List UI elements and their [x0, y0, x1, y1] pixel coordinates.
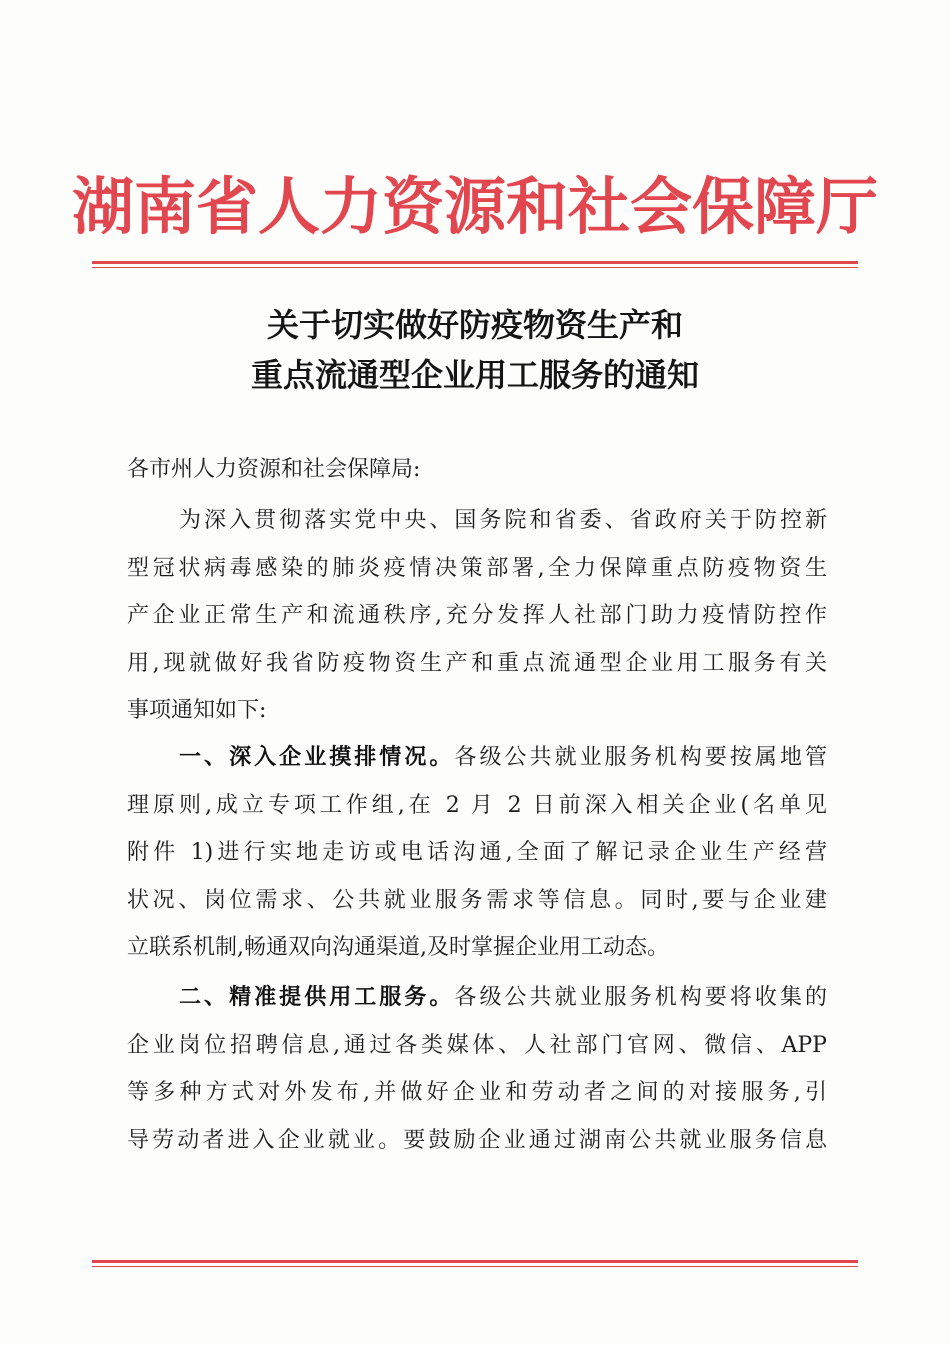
- paragraph-line: 企业岗位招聘信息,通过各类媒体、人社部门官网、微信、APP: [127, 1032, 827, 1058]
- section-heading: 一、深入企业摸排情况。: [179, 745, 455, 770]
- paragraph-line: 附件 1)进行实地走访或电话沟通,全面了解记录企业生产经营: [127, 840, 827, 865]
- paragraph-line: 等多种方式对外发布,并做好企业和劳动者之间的对接服务,引: [127, 1080, 827, 1105]
- footer-red-rule: [92, 1260, 858, 1263]
- paragraph-first-line: [127, 974, 827, 1022]
- paragraph-intro: [127, 497, 827, 735]
- header-red-rule-thin: [92, 267, 858, 268]
- paragraph-line: 产企业正常生产和流通秩序,充分发挥人社部门助力疫情防控作: [127, 603, 827, 628]
- header-red-rule: [92, 261, 858, 264]
- paragraph-line: 各级公共就业服务机构要按属地管: [454, 745, 827, 770]
- paragraph-first-line: [127, 734, 827, 782]
- paragraph-line: 型冠状病毒感染的肺炎疫情决策部署,全力保障重点防疫物资生: [127, 555, 827, 581]
- paragraph-line: 为深入贯彻落实党中央、国务院和省委、省政府关于防控新: [179, 508, 827, 533]
- paragraph-line: 状况、岗位需求、公共就业服务需求等信息。同时,要与企业建: [127, 887, 827, 913]
- paragraph-line: 用,现就做好我省防疫物资生产和重点流通型企业用工服务有关: [127, 650, 827, 676]
- issuer-letterhead: 湖南省人力资源和社会保障厅: [71, 170, 878, 243]
- paragraph-line: 理原则,成立专项工作组,在 2 月 2 日前深入相关企业(名单见: [127, 792, 827, 818]
- paragraph-line: 导劳动者进入企业就业。要鼓励企业通过湖南公共就业服务信息: [127, 1127, 827, 1153]
- paragraph-line: 立联系机制,畅通双向沟通渠道,及时掌握企业用工动态。: [127, 935, 669, 960]
- paragraph-section-1: [127, 734, 827, 972]
- document-title-line-1: 关于切实做好防疫物资生产和: [266, 306, 683, 344]
- salutation: 各市州人力资源和社会保障局:: [127, 457, 421, 482]
- paragraph-line: 各级公共就业服务机构要将收集的: [454, 985, 827, 1010]
- footer-red-rule-thin: [92, 1266, 858, 1267]
- paragraph-section-2: [127, 974, 827, 1164]
- paragraph-line: 事项通知如下:: [127, 698, 267, 723]
- section-heading: 二、精准提供用工服务。: [179, 985, 455, 1010]
- document-title-line-2: 重点流通型企业用工服务的通知: [250, 356, 699, 394]
